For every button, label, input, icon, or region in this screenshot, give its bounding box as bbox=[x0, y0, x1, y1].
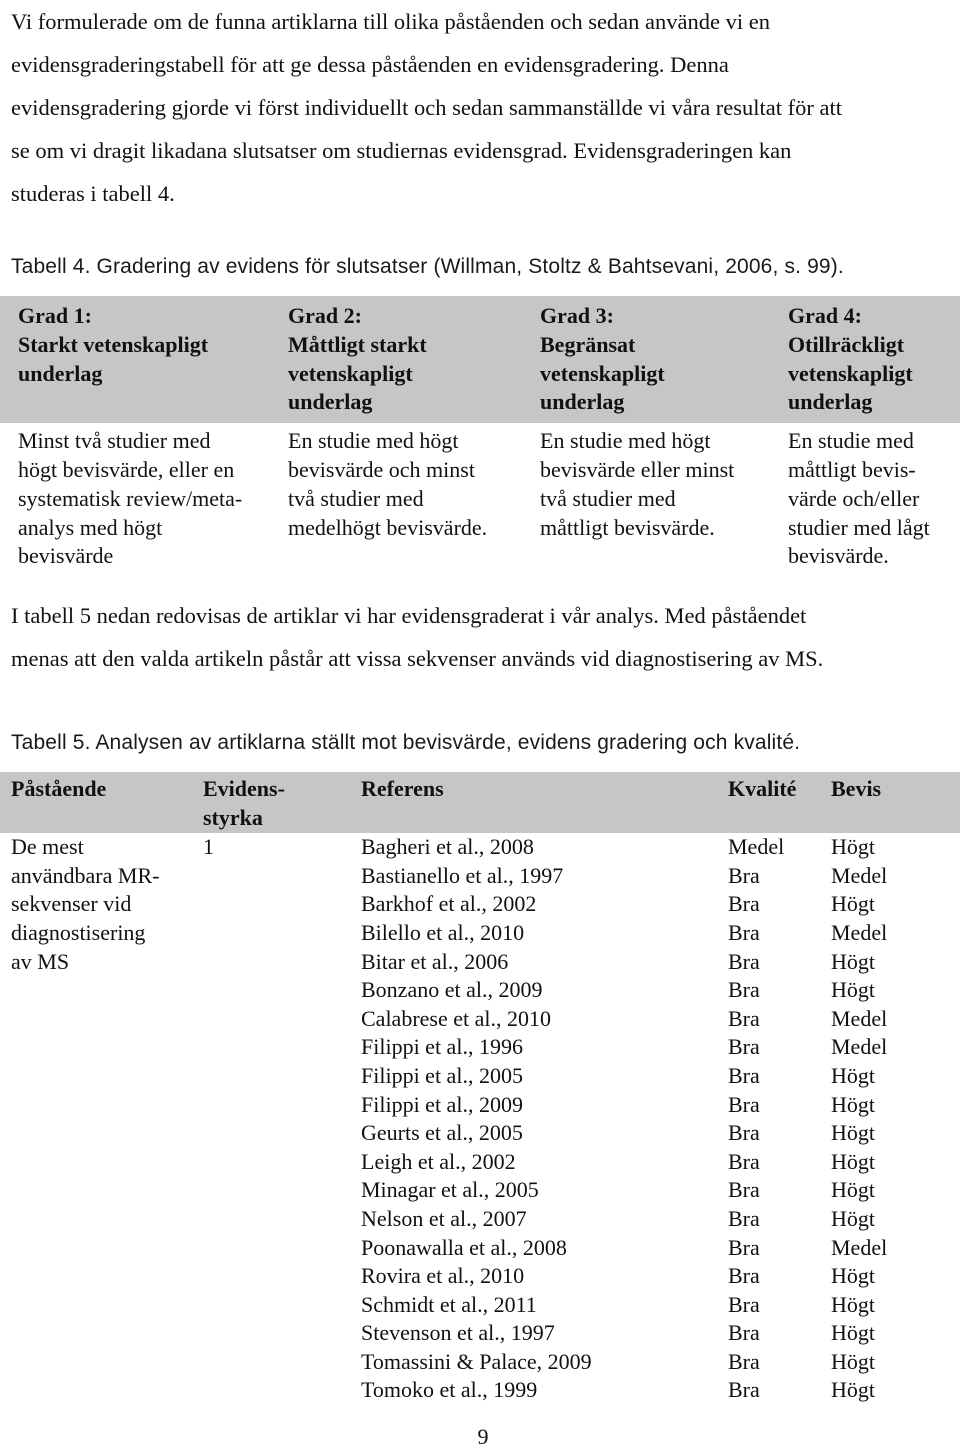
header-line: Grad 2: bbox=[288, 303, 362, 328]
quality-cell: Bra bbox=[728, 1091, 760, 1117]
header-line: styrka bbox=[203, 804, 263, 830]
table5-caption: Tabell 5. Analysen av artiklarna ställt mot bevisvärde, evidens gradering och kvalité. bbox=[11, 731, 801, 754]
header-line: vetenskapligt bbox=[788, 360, 913, 386]
header-line: Begränsat bbox=[540, 331, 636, 357]
cell-line: En studie med bbox=[788, 428, 914, 454]
reference-cell: Minagar et al., 2005 bbox=[361, 1177, 539, 1203]
grade-4-description bbox=[770, 423, 960, 575]
evidence-value-cell: Högt bbox=[831, 891, 875, 917]
table5-intro-paragraph bbox=[11, 594, 951, 680]
reference-cell: Tomassini & Palace, 2009 bbox=[361, 1348, 592, 1374]
header-line: Starkt vetenskapligt bbox=[18, 331, 209, 357]
header-line: Evidens- bbox=[203, 776, 285, 801]
grade-4-header bbox=[770, 296, 960, 423]
cell-line: bevisvärde och minst bbox=[288, 456, 475, 482]
evidence-value-cell: Högt bbox=[831, 1177, 875, 1203]
text-line: I tabell 5 nedan redovisas de artiklar vi har evidensgraderat i vår analys. Med påståendet bbox=[11, 603, 807, 628]
header-line: underlag bbox=[540, 389, 625, 415]
header-line: Grad 1: bbox=[18, 303, 92, 328]
cell-line: bevisvärde eller minst bbox=[540, 456, 735, 482]
cell-line: två studier med bbox=[288, 485, 424, 511]
reference-cell: Calabrese et al., 2010 bbox=[361, 1005, 551, 1031]
header-line: Grad 4: bbox=[788, 303, 862, 328]
header-referens: Referens bbox=[350, 772, 717, 833]
cell-line: bevisvärde bbox=[18, 543, 114, 569]
reference-cell: Tomoko et al., 1999 bbox=[361, 1377, 538, 1403]
reference-cell: Bitar et al., 2006 bbox=[361, 948, 509, 974]
text-line: studeras i tabell 4. bbox=[11, 181, 175, 206]
reference-cell: Rovira et al., 2010 bbox=[361, 1263, 525, 1289]
table4-body-row bbox=[0, 423, 960, 575]
intro-paragraph bbox=[11, 0, 951, 215]
cell-line: En studie med högt bbox=[540, 428, 711, 454]
table5-header-row bbox=[0, 772, 960, 833]
reference-cell: Bonzano et al., 2009 bbox=[361, 977, 543, 1003]
reference-cell: Schmidt et al., 2011 bbox=[361, 1291, 537, 1317]
quality-cell: Bra bbox=[728, 1377, 760, 1403]
header-line: vetenskapligt bbox=[540, 360, 665, 386]
evidence-value-cell: Högt bbox=[831, 1062, 875, 1088]
quality-cell: Bra bbox=[728, 1263, 760, 1289]
quality-cell: Bra bbox=[728, 862, 760, 888]
evidence-value-cell: Högt bbox=[831, 1377, 875, 1403]
claim-line: sekvenser vid bbox=[11, 891, 132, 917]
evidence-value-cell: Högt bbox=[831, 834, 875, 860]
evidence-value-cell: Medel bbox=[831, 1234, 888, 1260]
evidence-value-cell: Högt bbox=[831, 1091, 875, 1117]
header-line: Otillräckligt bbox=[788, 331, 905, 357]
header-kvalite: Kvalité bbox=[717, 772, 820, 833]
claim-line: De mest bbox=[11, 834, 84, 860]
cell-line: Minst två studier med bbox=[18, 428, 211, 454]
evidence-value-cell: Högt bbox=[831, 977, 875, 1003]
evidence-value-cell: Högt bbox=[831, 1205, 875, 1231]
quality-cell: Bra bbox=[728, 919, 760, 945]
grade-2-header bbox=[270, 296, 522, 423]
reference-cell: Bilello et al., 2010 bbox=[361, 919, 525, 945]
grade-3-description bbox=[522, 423, 770, 575]
cell-line: måttligt bevis- bbox=[788, 456, 916, 482]
header-pastaende: Påstående bbox=[0, 772, 192, 833]
evidence-value-cell: Medel bbox=[831, 919, 888, 945]
cell-line: två studier med bbox=[540, 485, 676, 511]
quality-cell: Bra bbox=[728, 948, 760, 974]
table4-header-row bbox=[0, 296, 960, 423]
table4-caption: Tabell 4. Gradering av evidens för slutsatser (Willman, Stoltz & Bahtsevani, 2006, s. 99). bbox=[11, 255, 844, 278]
text-line: evidensgraderingstabell för att ge dessa påståenden en evidensgradering. Denna bbox=[11, 52, 729, 77]
article-analysis-table bbox=[0, 772, 960, 1405]
reference-cell: Barkhof et al., 2002 bbox=[361, 891, 537, 917]
reference-cell: Bagheri et al., 2008 bbox=[361, 834, 534, 860]
reference-cell: Bastianello et al., 1997 bbox=[361, 862, 564, 888]
quality-cell: Bra bbox=[728, 1034, 760, 1060]
reference-cell: Leigh et al., 2002 bbox=[361, 1148, 516, 1174]
cell-line: bevisvärde. bbox=[788, 543, 889, 569]
claim-cell bbox=[0, 833, 192, 1405]
quality-cell: Bra bbox=[728, 1148, 760, 1174]
header-line: underlag bbox=[18, 360, 103, 386]
evidence-grade-table bbox=[0, 296, 960, 575]
evidence-value-cell: Medel bbox=[831, 1005, 888, 1031]
evidence-value-cell: Högt bbox=[831, 1291, 875, 1317]
evidence-value-cell: Högt bbox=[831, 1348, 875, 1374]
page-number: 9 bbox=[477, 1424, 489, 1449]
evidence-value-cell: Högt bbox=[831, 1263, 875, 1289]
grade-1-header bbox=[0, 296, 270, 423]
header-line: underlag bbox=[288, 389, 373, 415]
quality-cell: Bra bbox=[728, 1120, 760, 1146]
reference-cell: Nelson et al., 2007 bbox=[361, 1205, 527, 1231]
cell-line: studier med lågt bbox=[788, 514, 930, 540]
claim-line: av MS bbox=[11, 948, 70, 974]
header-bevis: Bevis bbox=[820, 772, 960, 833]
cell-line: En studie med högt bbox=[288, 428, 459, 454]
cell-line: värde och/eller bbox=[788, 485, 920, 511]
quality-cell: Bra bbox=[728, 977, 760, 1003]
reference-cell: Filippi et al., 2005 bbox=[361, 1062, 523, 1088]
claim-line: diagnostisering bbox=[11, 919, 146, 945]
quality-cell: Bra bbox=[728, 1205, 760, 1231]
header-line: vetenskapligt bbox=[288, 360, 413, 386]
text-line: menas att den valda artikeln påstår att vissa sekvenser används vid diagnostisering av MS. bbox=[11, 646, 824, 671]
reference-cell: Geurts et al., 2005 bbox=[361, 1120, 523, 1146]
grade-2-description bbox=[270, 423, 522, 575]
cell-line: analys med högt bbox=[18, 514, 163, 540]
grade-3-header bbox=[522, 296, 770, 423]
text-line: se om vi dragit likadana slutsatser om studiernas evidensgrad. Evidensgraderingen kan bbox=[11, 138, 792, 163]
evidence-value-cell: Medel bbox=[831, 862, 888, 888]
reference-cell: Poonawalla et al., 2008 bbox=[361, 1234, 567, 1260]
cell-line: medelhögt bevisvärde. bbox=[288, 514, 488, 540]
quality-cell: Medel bbox=[728, 834, 785, 860]
header-line: underlag bbox=[788, 389, 873, 415]
grade-1-description bbox=[0, 423, 270, 575]
reference-cell: Filippi et al., 2009 bbox=[361, 1091, 523, 1117]
evidence-value-cell: Medel bbox=[831, 1034, 888, 1060]
reference-cell: Filippi et al., 1996 bbox=[361, 1034, 523, 1060]
quality-cell: Bra bbox=[728, 891, 760, 917]
evidence-value-cell: Högt bbox=[831, 1148, 875, 1174]
quality-cell: Bra bbox=[728, 1320, 760, 1346]
quality-cell: Bra bbox=[728, 1234, 760, 1260]
claim-line: användbara MR- bbox=[11, 862, 160, 888]
quality-cell: Bra bbox=[728, 1348, 760, 1374]
evidence-value-cell: Högt bbox=[831, 1320, 875, 1346]
quality-cell: Bra bbox=[728, 1062, 760, 1088]
reference-cell: Stevenson et al., 1997 bbox=[361, 1320, 555, 1346]
table-row bbox=[0, 833, 960, 862]
cell-line: måttligt bevisvärde. bbox=[540, 514, 715, 540]
text-line: evidensgradering gjorde vi först individuellt och sedan sammanställde vi våra resultat för att bbox=[11, 95, 843, 120]
text-line: Vi formulerade om de funna artiklarna till olika påståenden och sedan använde vi en bbox=[11, 9, 770, 34]
cell-line: systematisk review/meta- bbox=[18, 485, 243, 511]
evidence-value-cell: Högt bbox=[831, 948, 875, 974]
cell-line: högt bevisvärde, eller en bbox=[18, 456, 235, 482]
quality-cell: Bra bbox=[728, 1005, 760, 1031]
header-line: Grad 3: bbox=[540, 303, 614, 328]
evidence-value-cell: Högt bbox=[831, 1120, 875, 1146]
quality-cell: Bra bbox=[728, 1177, 760, 1203]
quality-cell: Bra bbox=[728, 1291, 760, 1317]
header-line: Måttligt starkt bbox=[288, 331, 427, 357]
header-evidensstyrka bbox=[192, 772, 350, 833]
evidence-strength-cell: 1 bbox=[203, 834, 214, 860]
